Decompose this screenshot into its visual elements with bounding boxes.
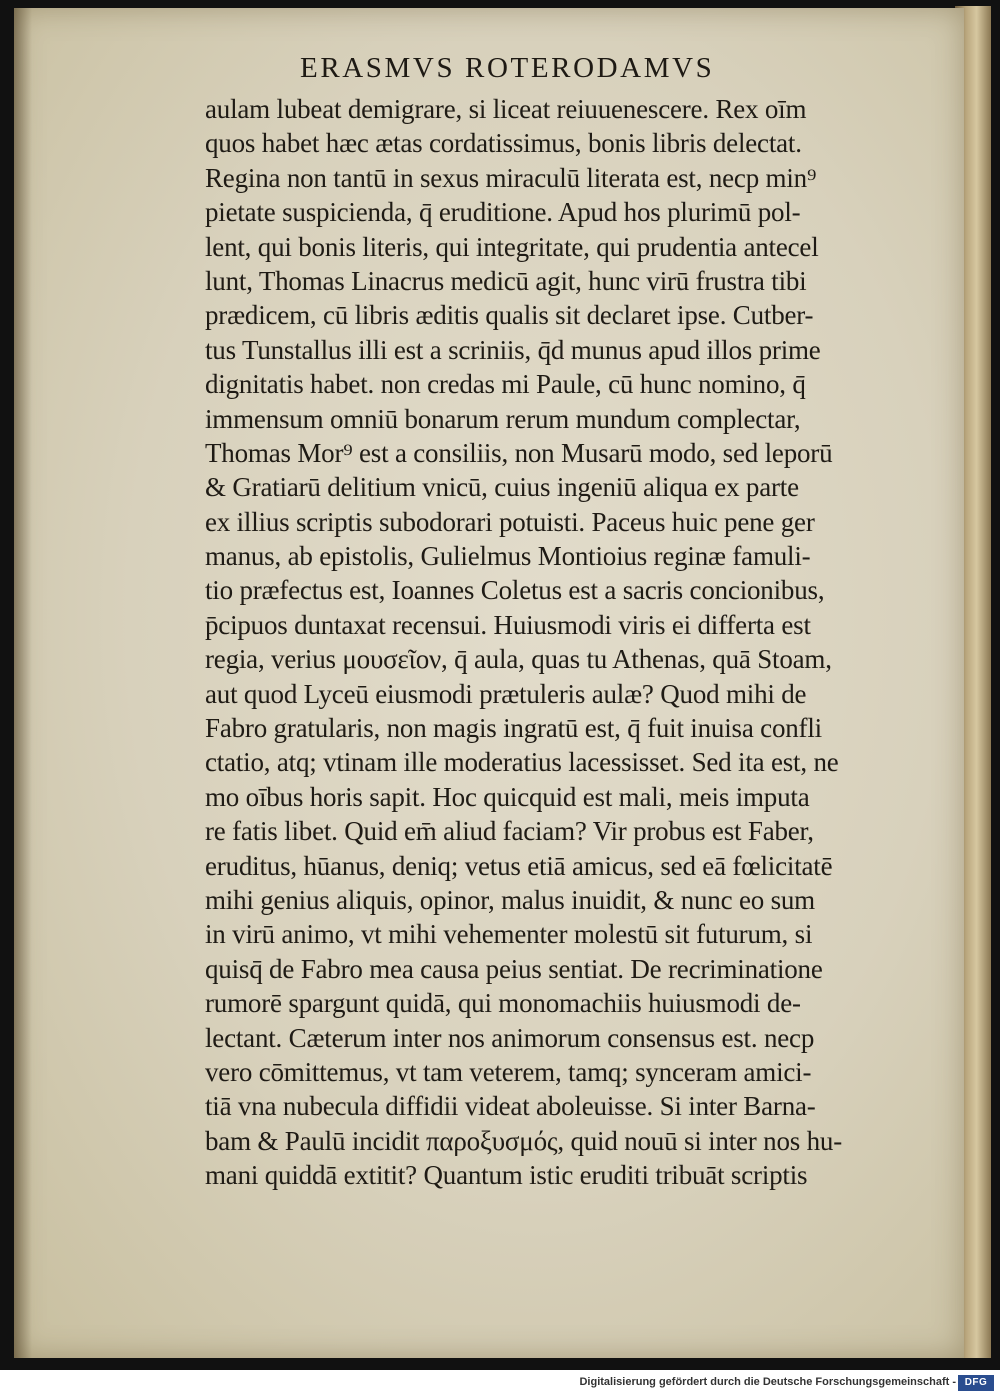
text-line: dignitatis habet. non credas mi Paule, cū hunc nomino, q̄ xyxy=(205,369,806,400)
text-line: vero cōmittemus, vt tam veterem, tamq; synceram amici- xyxy=(205,1056,812,1087)
text-line: rumorē spargunt quidā, qui monomachiis huiusmodi de- xyxy=(205,988,801,1019)
text-line: Thomas Mor⁹ est a consiliis, non Musarū modo, sed leporū xyxy=(205,437,833,468)
text-line: aulam lubeat demigrare, si liceat reiuuenescere. Rex oīm xyxy=(205,94,807,124)
text-line: pietate suspicienda, q̄ eruditione. Apud hos plurimū pol- xyxy=(205,197,801,228)
text-line: ctatio, atq; vtinam ille moderatius lacessisset. Sed ita est, ne xyxy=(205,747,839,778)
text-line: lectant. Cæterum inter nos animorum consensus est. necp xyxy=(205,1022,815,1053)
text-line: aut quod Lyceū eiusmodi prætuleris aulæ? Quod mihi de xyxy=(205,678,807,709)
text-line: immensum omniū bonarum rerum mundum complectar, xyxy=(205,403,801,434)
text-line: tio præfectus est, Ioannes Coletus est a sacris concionibus, xyxy=(205,575,825,606)
text-line: bam & Paulū incidit παροξυσμός, quid nouū si inter nos hu- xyxy=(205,1125,842,1156)
text-line: prædicem, cū libris æditis qualis sit declaret ipse. Cutber- xyxy=(205,300,814,331)
text-line: lent, qui bonis literis, qui integritate, qui prudentia antecel xyxy=(205,231,819,262)
text-line: & Gratiarū delitium vnicū, cuius ingeniū aliqua ex parte xyxy=(205,472,799,503)
text-line: Regina non tantū in sexus miraculū literata est, necp min⁹ xyxy=(205,162,817,193)
text-line: ex illius scriptis subodorari potuisti. Paceus huic pene ger xyxy=(205,506,815,537)
text-line: tus Tunstallus illi est a scriniis, q̄d munus apud illos prime xyxy=(205,334,821,365)
text-line: lunt, Thomas Linacrus medicū agit, hunc virū frustra tibi xyxy=(205,265,807,296)
text-line: in virū animo, vt mihi vehementer molestū sit futurum, si xyxy=(205,919,813,950)
page-gutter-shadow xyxy=(14,8,32,1358)
text-line: regia, verius μουσεῖον, q̄ aula, quas tu Athenas, quā Stoam, xyxy=(205,644,832,675)
text-line: Fabro gratularis, non magis ingratū est, q̄ fuit inuisa confli xyxy=(205,713,822,744)
text-line: mo oībus horis sapit. Hoc quicquid est mali, meis imputa xyxy=(205,781,810,812)
text-line: mani quiddā extitit? Quantum istic eruditi tribuāt scriptis xyxy=(205,1160,808,1191)
text-line: quisq̄ de Fabro mea causa peius sentiat. De recriminatione xyxy=(205,953,823,984)
text-line: manus, ab epistolis, Gulielmus Montioius reginæ famuli- xyxy=(205,541,811,572)
text-line: mihi genius aliquis, opinor, malus inuidit, & nunc eo sum xyxy=(205,884,815,915)
text-line: p̄cipuos duntaxat recensui. Huiusmodi viris ei differta est xyxy=(205,609,811,640)
text-line: tiā vna nubecula diffidii videat aboleuisse. Si inter Barna- xyxy=(205,1091,816,1122)
dfg-logo-icon: DFG xyxy=(958,1375,994,1391)
page-text-block xyxy=(205,92,913,1193)
text-line: re fatis libet. Quid em̄ aliud faciam? Vir probus est Faber, xyxy=(205,816,814,847)
text-line: quos habet hæc ætas cordatissimus, bonis libris delectat. xyxy=(205,128,802,159)
funding-credit: Digitalisierung gefördert durch die Deutsche Forschungsgemeinschaft - xyxy=(579,1376,956,1388)
running-head: ERASMVS ROTERODAMVS xyxy=(300,52,715,84)
text-line: eruditus, hūanus, deniq; vetus etiā amicus, sed eā fœlicitatē xyxy=(205,850,833,881)
